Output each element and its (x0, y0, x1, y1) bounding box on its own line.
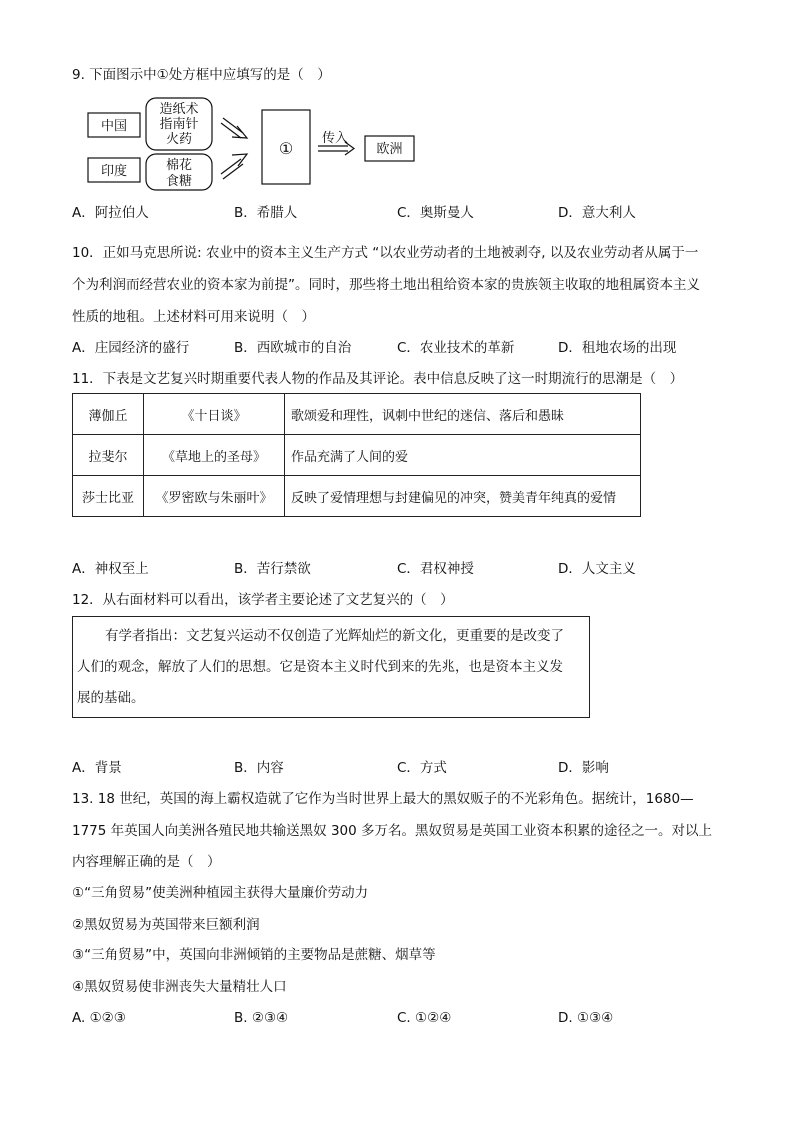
q11-stem: 11．下表是文艺复兴时期重要代表人物的作品及其评论。表中信息反映了这一时期流行的思潮是（ ） (72, 371, 684, 387)
q13-item-3: ③“三角贸易”中，英国向非洲倾销的主要物品是蔗糖、烟草等 (72, 947, 436, 963)
india-item-1: 棉花 (165, 158, 193, 173)
q12-box-line-3: 展的基础。 (77, 690, 145, 706)
q12-box-line-1: 有学者指出：文艺复兴运动不仅创造了光辉灿烂的新文化，更重要的是改变了 (105, 628, 564, 644)
q9-option-b: B．希腊人 (234, 205, 298, 221)
q10-line-1: 10．正如马克思所说: 农业中的资本主义生产方式 “以农业劳动者的土地被剥夺, 以及农业劳动者从属于一 (72, 245, 699, 261)
q11-option-c: C．君权神授 (397, 561, 474, 577)
china-item-1: 造纸术 (159, 102, 199, 117)
q10-option-b: B．西欧城市的自治 (234, 340, 352, 356)
china-item-2: 指南针 (159, 117, 199, 132)
q13-item-1: ①“三角贸易”使美洲种植园主获得大量廉价劳动力 (72, 885, 369, 901)
q11-cell-author: 薄伽丘 (73, 394, 144, 435)
q11-cell-work: 《罗密欧与朱丽叶》 (144, 476, 285, 517)
table-row (73, 394, 641, 435)
q12-stem: 12．从右面材料可以看出，该学者主要论述了文艺复兴的（ ） (72, 592, 454, 608)
q10-option-d: D．租地农场的出现 (558, 340, 677, 356)
q12-option-a: A．背景 (72, 760, 122, 776)
q11-cell-author: 拉斐尔 (73, 435, 144, 476)
table-row (73, 476, 641, 517)
china-label: 中国 (100, 119, 128, 134)
q13-line-1: 13. 18 世纪，英国的海上霸权造就了它作为当时世界上最大的黑奴贩子的不光彩角色。据统计，1680— (72, 791, 694, 807)
q9-option-c: C．奥斯曼人 (397, 205, 474, 221)
q13-option-d: D. ①③④ (558, 1010, 614, 1026)
q10-line-3: 性质的地租。上述材料可用来说明（ ） (72, 309, 315, 325)
q11-cell-work: 《草地上的圣母》 (144, 435, 285, 476)
double-arrow-up-right (221, 154, 247, 179)
q13-line-2: 1775 年英国人向美洲各殖民地共输送黑奴 300 多万名。黑奴贸易是英国工业资本积累的途径之一。对以上 (72, 823, 712, 839)
q9-option-d: D．意大利人 (558, 205, 636, 221)
q11-cell-comment: 作品充满了人间的爱 (285, 435, 641, 476)
center-label: ① (278, 139, 294, 158)
q13-option-c: C. ①②④ (397, 1010, 452, 1026)
table-row (73, 435, 641, 476)
q11-option-a: A．神权至上 (72, 561, 149, 577)
q12-option-b: B．内容 (234, 760, 284, 776)
q12-option-d: D．影响 (558, 760, 609, 776)
q9-stem: 9. 下面图示中①处方框中应填写的是（ ） (72, 67, 331, 83)
q10-option-c: C．农业技术的革新 (397, 340, 515, 356)
q13-item-2: ②黑奴贸易为英国带来巨额利润 (72, 917, 260, 933)
q11-cell-work: 《十日谈》 (144, 394, 285, 435)
q10-line-2: 个为利润而经营农业的资本家为前提”。同时，那些将土地出租给资本家的贵族领主收取的地租属资本主义 (72, 277, 700, 293)
q11-cell-comment: 反映了爱情理想与封建偏见的冲突，赞美青年纯真的爱情 (285, 476, 641, 517)
q12-material-box (72, 616, 590, 718)
china-item-3: 火药 (165, 132, 193, 147)
q13-line-3: 内容理解正确的是（ ） (72, 854, 221, 870)
q11-table (72, 393, 641, 517)
q9-option-a: A．阿拉伯人 (72, 205, 149, 221)
q11-option-b: B．苦行禁欲 (234, 561, 311, 577)
q10-option-a: A．庄园经济的盛行 (72, 340, 190, 356)
double-arrow-down-right (221, 118, 247, 138)
q11-cell-author: 莎士比亚 (73, 476, 144, 517)
q12-box-line-2: 人们的观念，解放了人们的思想。它是资本主义时代到来的先兆，也是资本主义发 (77, 659, 563, 675)
arrow-label: 传入 (321, 131, 349, 146)
europe-label: 欧洲 (376, 142, 403, 157)
q13-option-a: A. ①②③ (72, 1010, 126, 1026)
q9-diagram (82, 96, 422, 196)
india-label: 印度 (100, 164, 128, 179)
india-item-2: 食糖 (165, 174, 193, 189)
q11-cell-comment: 歌颂爱和理性，讽刺中世纪的迷信、落后和愚昧 (285, 394, 641, 435)
q13-option-b: B. ②③④ (234, 1010, 289, 1026)
q11-option-d: D．人文主义 (558, 561, 636, 577)
q12-option-c: C．方式 (397, 760, 447, 776)
q13-item-4: ④黑奴贸易使非洲丧失大量精壮人口 (72, 979, 287, 995)
